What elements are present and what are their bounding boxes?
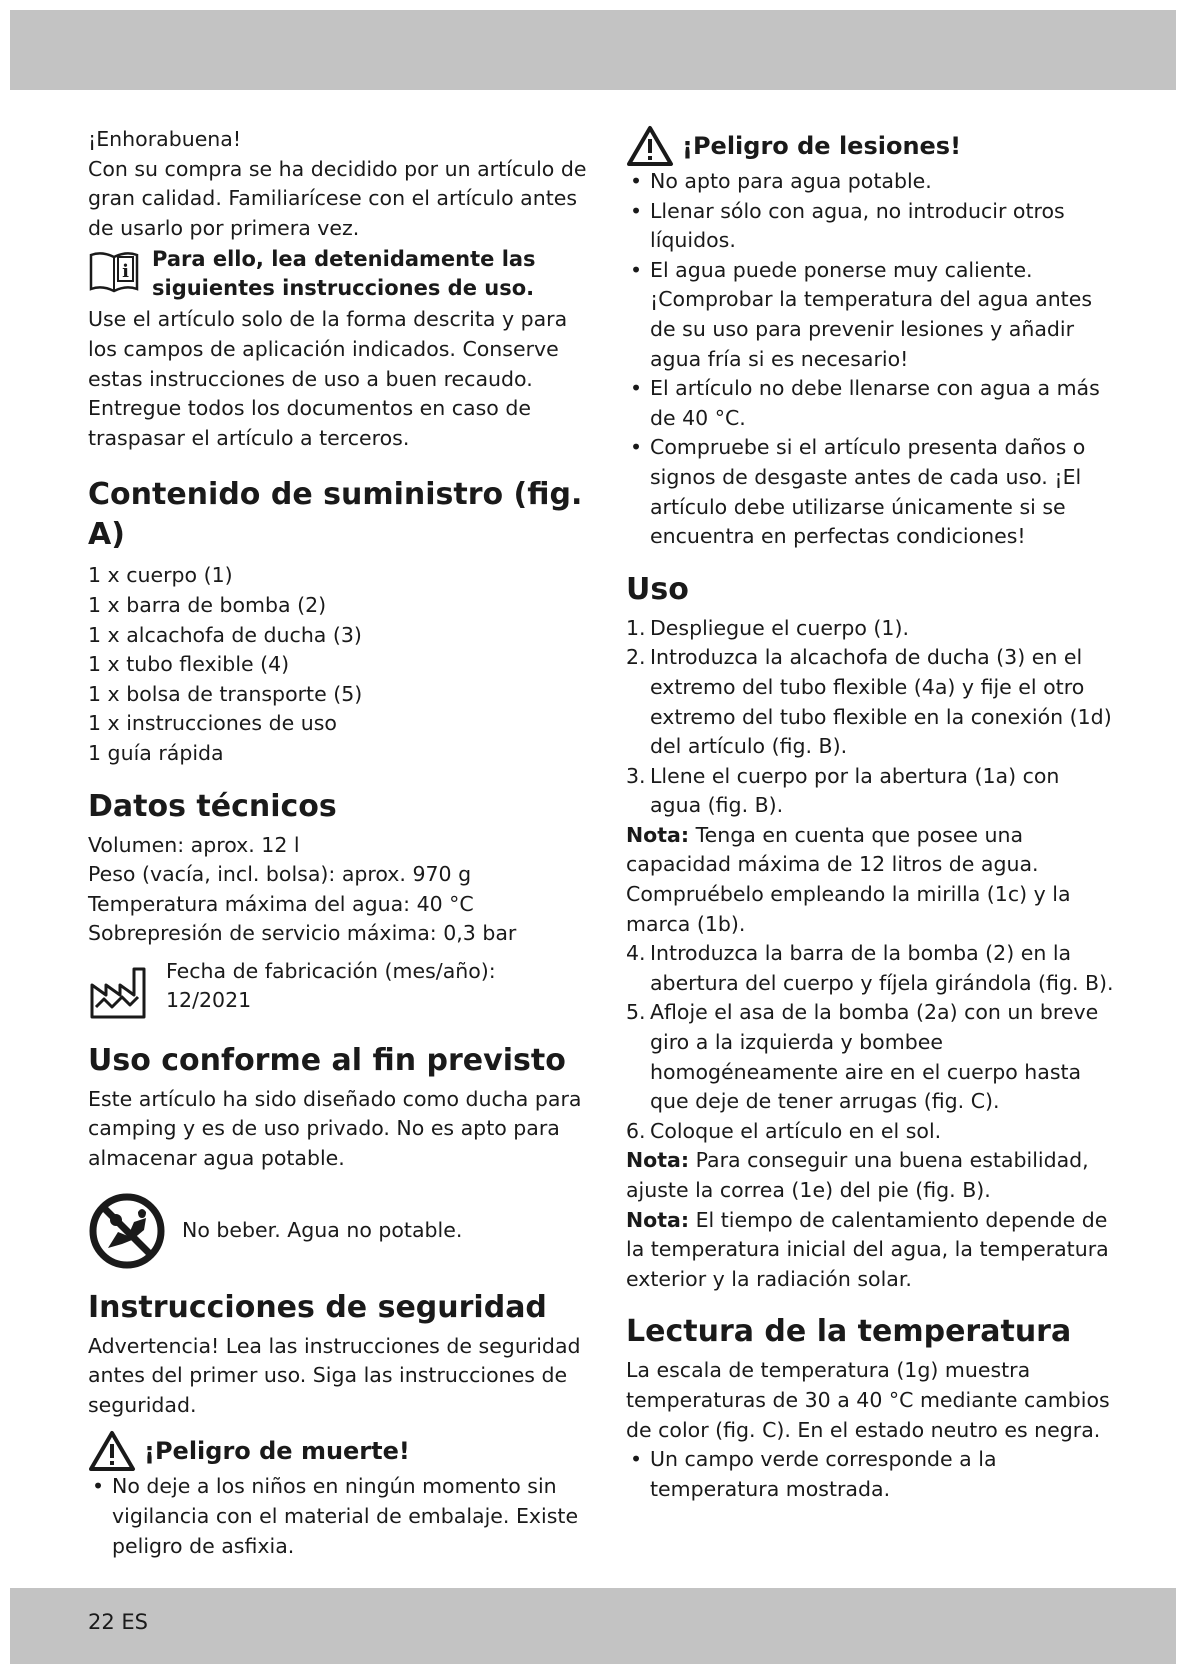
list-item: 4. Introduzca la barra de la bomba (2) en la abertura del cuerpo y fíjela girándola (fig. B). xyxy=(626,941,1114,995)
safety-heading: Instrucciones de seguridad xyxy=(88,1289,547,1325)
list-item: • El agua puede ponerse muy caliente. ¡Comprobar la temperatura del agua antes de su uso para prevenir lesiones y añadir agua fría si es necesario! xyxy=(626,256,1116,374)
list-item: 1 x cuerpo (1) xyxy=(88,563,233,588)
note-1: Nota: Tenga en cuenta que posee una capacidad máxima de 12 litros de agua. Compruébelo empleando la mirilla (1c) y la marca (1b). xyxy=(626,822,1071,936)
contents-list xyxy=(88,561,588,768)
death-list xyxy=(88,1472,588,1561)
warning-triangle-icon xyxy=(88,1430,136,1472)
injury-warning-heading xyxy=(626,125,1116,167)
list-item: 1 x barra de bomba (2) xyxy=(88,592,327,617)
warning-triangle-icon xyxy=(626,125,674,167)
contents-heading: Contenido de suministro (fig. A) xyxy=(88,477,583,553)
tech-line: Peso (vacía, incl. bolsa): aprox. 970 g xyxy=(88,862,472,887)
tech-line: Sobrepresión de servicio máxima: 0,3 bar xyxy=(88,921,517,946)
temperature-list xyxy=(626,1445,1116,1504)
list-item: 1 guía rápida xyxy=(88,740,224,765)
info-bold-text: Para ello, lea detenidamente las siguientes instrucciones de uso. xyxy=(152,247,536,301)
intro-text-2: Use el artículo solo de la forma descrita y para los campos de aplicación indicados. Conserve estas instrucciones de uso a buen recaudo. Entregue todos los documentos en caso de traspasar el artículo a terceros. xyxy=(88,307,568,450)
list-item: 5. Afloje el asa de la bomba (2a) con un breve giro a la izquierda y bombee homogéneamente aire en el cuerpo hasta que deje de tener arrugas (fig. C). xyxy=(626,1000,1099,1114)
list-item: 3. Llene el cuerpo por la abertura (1a) con agua (fig. B). xyxy=(626,763,1060,818)
death-heading-text: ¡Peligro de muerte! xyxy=(144,1437,410,1466)
footer-bar xyxy=(10,1588,1176,1664)
list-item: • El artículo no debe llenarse con agua a más de 40 °C. xyxy=(626,374,1116,433)
intended-use-heading: Uso conforme al fin previsto xyxy=(88,1042,566,1078)
list-item: • No deje a los niños en ningún momento sin vigilancia con el material de embalaje. Existe peligro de asfixia. xyxy=(88,1472,588,1561)
page-number: 22 ES xyxy=(88,1610,148,1634)
no-drink-text: No beber. Agua no potable. xyxy=(182,1217,463,1242)
injury-heading-text: ¡Peligro de lesiones! xyxy=(682,132,962,160)
temperature-text: La escala de temperatura (1g) muestra temperaturas de 30 a 40 °C mediante cambios de color (fig. C). En el estado neutro es negra. xyxy=(626,1358,1110,1442)
no-drinking-water-icon xyxy=(88,1192,166,1270)
list-item: 1 x alcachofa de ducha (3) xyxy=(88,622,362,647)
injury-list xyxy=(626,167,1116,552)
right-column xyxy=(626,125,1116,1504)
note-2: Nota: Para conseguir una buena estabilidad, ajuste la correa (1e) del pie (fig. B). xyxy=(626,1148,1089,1202)
production-date-row xyxy=(88,957,588,1023)
list-item: • No apto para agua potable. xyxy=(626,167,1116,197)
intro-text: Con su compra se ha decidido por un artículo de gran calidad. Familiarícese con el artículo antes de usarlo por primera vez. xyxy=(88,156,587,240)
list-item: 6. Coloque el artículo en el sol. xyxy=(626,1118,942,1143)
safety-text: Advertencia! Lea las instrucciones de seguridad antes del primer uso. Siga las instrucciones de seguridad. xyxy=(88,1333,581,1417)
intended-use-text: Este artículo ha sido diseñado como ducha para camping y es de uso privado. No es apto para almacenar agua potable. xyxy=(88,1086,582,1171)
list-item: • Un campo verde corresponde a la temperatura mostrada. xyxy=(626,1445,1116,1504)
list-item: • Llenar sólo con agua, no introducir otros líquidos. xyxy=(626,197,1116,256)
technical-heading: Datos técnicos xyxy=(88,788,337,824)
temperature-heading: Lectura de la temperatura xyxy=(626,1314,1072,1350)
tech-line: Volumen: aprox. 12 l xyxy=(88,832,300,857)
list-item: 1 x instrucciones de uso xyxy=(88,711,337,736)
intro-greeting: ¡Enhorabuena! xyxy=(88,127,242,151)
list-item: 1 x bolsa de transporte (5) xyxy=(88,681,363,706)
header-bar xyxy=(10,10,1176,90)
list-item: 1. Despliegue el cuerpo (1). xyxy=(626,615,909,640)
factory-icon xyxy=(88,963,148,1023)
use-steps-b xyxy=(626,939,1116,1146)
use-steps-a xyxy=(626,614,1116,821)
note-3: Nota: El tiempo de calentamiento depende de la temperatura inicial del agua, la temperatura exterior y la radiación solar. xyxy=(626,1207,1109,1291)
list-item: 2. Introduzca la alcachofa de ducha (3) en el extremo del tubo flexible (4a) y fije el otro extremo del tubo flexible en la conexión (1d) del artículo (fig. B). xyxy=(626,645,1112,759)
book-info-icon xyxy=(88,245,140,295)
left-column xyxy=(88,125,588,1561)
use-heading: Uso xyxy=(626,571,689,607)
death-warning-heading xyxy=(88,1430,588,1472)
list-item: 1 x tubo flexible (4) xyxy=(88,652,290,677)
svg-text:i: i xyxy=(122,261,129,283)
production-date: Fecha de fabricación (mes/año): 12/2021 xyxy=(166,958,496,1013)
tech-line: Temperatura máxima del agua: 40 °C xyxy=(88,891,474,916)
list-item: • Compruebe si el artículo presenta daños o signos de desgaste antes de cada uso. ¡El artículo debe utilizarse únicamente si se encuentra en perfectas condiciones! xyxy=(626,433,1116,551)
no-drink-row xyxy=(88,1192,588,1270)
read-instructions-note xyxy=(88,245,588,303)
